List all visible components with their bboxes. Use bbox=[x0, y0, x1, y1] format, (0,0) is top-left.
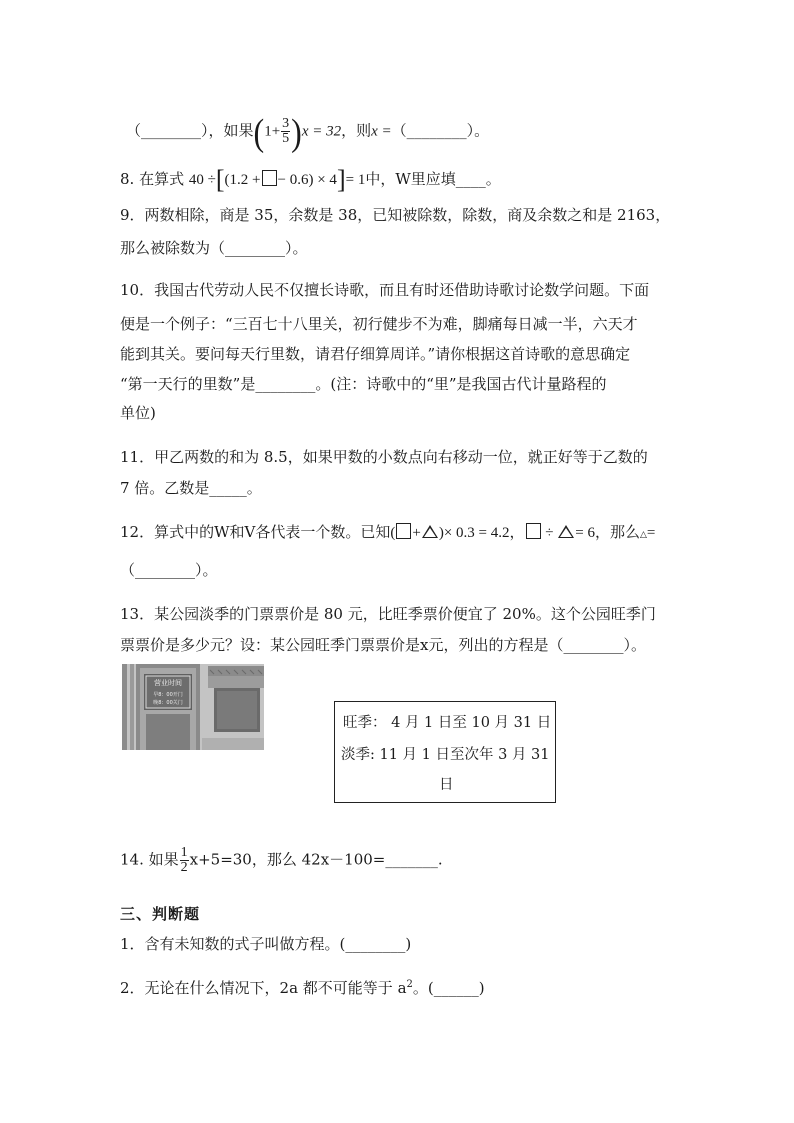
fraction-denominator: 2 bbox=[180, 860, 188, 875]
section-heading: 三、判断题 bbox=[120, 905, 201, 923]
question-text: 14. 如果 bbox=[120, 850, 179, 869]
fraction-denominator: 5 bbox=[282, 131, 290, 146]
fraction-numerator: 1 bbox=[180, 845, 188, 860]
fraction-numerator: 3 bbox=[282, 116, 290, 131]
right-paren: ) bbox=[291, 109, 302, 154]
sign-open-time: 早8：00开门 bbox=[153, 692, 183, 698]
peak-season-line: 旺季： 4 月 1 日至 10 月 31 日 bbox=[343, 715, 552, 731]
right-paren: ) bbox=[438, 525, 444, 541]
left-bracket: [ bbox=[215, 165, 225, 194]
punctuation: 。 bbox=[474, 121, 490, 140]
question-text: x+5=30，那么 42x－100=_______. bbox=[189, 850, 443, 869]
gate-drawing bbox=[122, 664, 264, 750]
question-11-line-1: 11．甲乙两数的和为 8.5，如果甲数的小数点向右移动一位，就正好等于乙数的 bbox=[120, 448, 648, 466]
question-text: 在算式 bbox=[139, 170, 185, 188]
expression: 1+ bbox=[264, 123, 281, 140]
fraction bbox=[180, 846, 189, 875]
triangle-symbol bbox=[558, 525, 574, 538]
expression: 40 ÷ bbox=[188, 172, 216, 188]
expression: = 6 bbox=[575, 525, 595, 541]
square-symbol bbox=[526, 523, 541, 539]
answer-blank: （________） bbox=[391, 121, 475, 140]
punctuation: ， bbox=[509, 523, 525, 541]
question-11-line-2: 7 倍。乙数是_____。 bbox=[120, 479, 262, 497]
sign-title: 营业时间 bbox=[154, 679, 182, 687]
question-text: 2．无论在什么情况下，2a 都不可能等于 a bbox=[120, 979, 407, 997]
question-7-line bbox=[126, 109, 490, 154]
business-hours-sign bbox=[146, 676, 190, 707]
question-text: ，则 bbox=[341, 121, 372, 140]
punctuation: 。 bbox=[485, 170, 501, 188]
question-13-line-2: 票票价是多少元？设：某公园旺季门票票价是x元，列出的方程是（________）。 bbox=[120, 636, 646, 654]
sign-close-time: 晚8：00关门 bbox=[153, 700, 183, 706]
left-paren: ( bbox=[253, 109, 265, 154]
right-bracket: ] bbox=[336, 165, 346, 194]
off-season-line: 淡季: 11 月 1 日至次年 3 月 31 bbox=[341, 747, 550, 763]
expression: (1.2 + bbox=[224, 172, 261, 188]
small-triangle-symbol: △ bbox=[639, 530, 647, 540]
question-10-line-1: 10．我国古代劳动人民不仅擅长诗歌，而且有时还借助诗歌讨论数学问题。下面 bbox=[120, 281, 650, 299]
question-9-line-1: 9．两数相除，商是 35，余数是 38，已知被除数，除数，商及余数之和是 2163， bbox=[120, 206, 671, 224]
question-8 bbox=[120, 165, 501, 194]
divide-sign: ÷ bbox=[541, 525, 558, 541]
judgement-item-1: 1．含有未知数的式子叫做方程。(________) bbox=[120, 935, 412, 953]
answer-blank: ____ bbox=[455, 170, 486, 188]
question-10-line-5: 单位) bbox=[120, 404, 156, 422]
expression: x = 32 bbox=[301, 123, 342, 140]
question-text: ，如果 bbox=[208, 121, 254, 140]
plus-sign: + bbox=[412, 525, 421, 541]
question-12-line-1 bbox=[120, 521, 655, 546]
expression: × 0.3 = 4.2 bbox=[443, 525, 510, 541]
off-season-line-end: 日 bbox=[439, 777, 454, 793]
judgement-item-2 bbox=[120, 974, 485, 999]
question-12-line-2: （________）。 bbox=[120, 561, 218, 579]
answer-blank: （________） bbox=[126, 121, 209, 140]
square-symbol bbox=[396, 523, 411, 539]
park-gate-illustration bbox=[122, 664, 264, 750]
question-10-line-4: “第一天行的里数”是________。(注：诗歌中的“里”是我国古代计量路程的 bbox=[120, 375, 607, 393]
square-symbol bbox=[262, 170, 277, 186]
question-text: 中，W里应填 bbox=[365, 170, 456, 188]
question-10-line-2: 便是一个例子：“三百七十八里关，初行健步不为难，脚痛每日减一半，六天才 bbox=[120, 315, 638, 333]
question-text: 12．算式中的W和V各代表一个数。已知 bbox=[120, 523, 391, 541]
expression: = 1 bbox=[345, 172, 366, 188]
expression: x = bbox=[371, 123, 392, 140]
fraction bbox=[281, 117, 290, 146]
superscript: 2 bbox=[406, 979, 413, 990]
expression: − 0.6) × 4 bbox=[277, 172, 337, 188]
season-info-box bbox=[334, 701, 556, 803]
question-14 bbox=[120, 846, 443, 875]
question-number: 8. bbox=[120, 170, 135, 188]
left-paren: ( bbox=[390, 525, 396, 541]
question-10-line-3: 能到其关。要问每天行里数，请君仔细算周详。”请你根据这首诗歌的意思确定 bbox=[120, 345, 631, 363]
expression: = bbox=[646, 525, 656, 541]
triangle-symbol bbox=[422, 525, 438, 538]
question-text: 。(______) bbox=[412, 979, 485, 997]
question-13-line-1: 13．某公园淡季的门票票价是 80 元，比旺季票价便宜了 20%。这个公园旺季门 bbox=[120, 605, 656, 623]
question-text: ，那么 bbox=[594, 523, 640, 541]
question-9-line-2: 那么被除数为（________）。 bbox=[120, 239, 308, 257]
